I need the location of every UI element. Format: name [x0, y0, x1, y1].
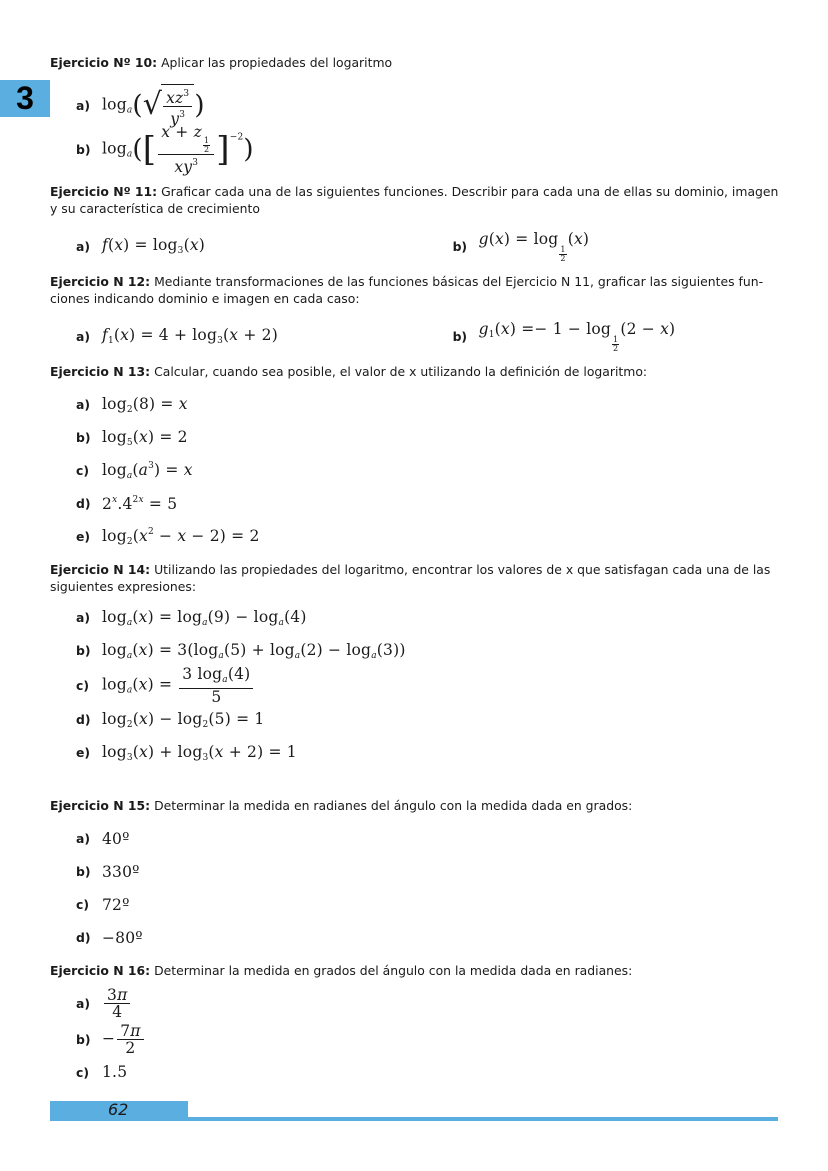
exercise-13-item-c: c) $\log_a(a^3) = x$ — [76, 460, 193, 481]
math-expression: $f_1(x) = 4 + \log_3(x + 2)$ — [102, 326, 278, 346]
exercise-13-item-a: a) $\log_2(8) = x$ — [76, 394, 188, 415]
page-content — [50, 54, 780, 1087]
exercise-11-item-b: b) g(x) = log $\frac{1}{2}$ (x) — [452, 229, 590, 263]
math-expression: $2^x.4^{2x} = 5$ — [102, 494, 178, 513]
math-expression: − $\frac{7\pi}{2}$ — [102, 1023, 146, 1056]
math-expression: g(x) = log $\frac{1}{2}$ (x) — [478, 229, 590, 263]
math-expression: $\log_3(x) + \log_3(x + 2) = 1$ — [102, 742, 297, 763]
math-expression: 1.5 — [102, 1063, 128, 1081]
exercise-11-item-a: a) $f(x) = \log_3(x)$ — [76, 236, 206, 256]
exercise-14-item-b: b) $\log_a(x) = 3(\log_a(5) + \log_a(2) - \log_a(3))$ — [76, 640, 406, 661]
footer-rule — [188, 1117, 778, 1121]
exercise-15-item-d: d) −80º — [76, 928, 143, 947]
math-expression: $\log_a$( √ $\frac{xz^3}{y^3}$ ) — [102, 84, 205, 127]
exercise-13-item-e: e) $\log_2(x^2 - x - 2) = 2$ — [76, 526, 260, 547]
math-expression: $\log_5(x) = 2$ — [102, 427, 188, 448]
math-expression: $\log_2(x) - \log_2(5) = 1$ — [102, 709, 265, 730]
exercise-10-heading: Ejercicio Nº 10: Aplicar las propiedades del logaritmo — [50, 55, 393, 70]
exercise-12-heading: Ejercicio N 12: Mediante transformaciones de las funciones básicas del Ejercicio N 11, graficar las siguientes fun-ciones indicando dominio e imagen en cada caso: — [50, 274, 764, 306]
math-expression: $f(x) = \log_3(x)$ — [102, 236, 206, 256]
exercise-13-item-b: b) $\log_5(x) = 2$ — [76, 427, 188, 448]
math-expression: −80º — [102, 928, 143, 947]
exercise-14-item-a: a) $\log_a(x) = \log_a(9) - \log_a(4)$ — [76, 607, 307, 628]
exercise-15-heading: Ejercicio N 15: Determinar la medida en radianes del ángulo con la medida dada en grados: — [50, 798, 633, 813]
math-expression: $g_1(x) =- 1 - \log$ $\frac{1}{2}$ (2 − x) — [478, 319, 676, 353]
exercise-16-item-c: c) 1.5 — [76, 1063, 128, 1081]
page-number: 62 — [108, 1100, 129, 1119]
exercise-12-item-a: a) $f_1(x) = 4 + \log_3(x + 2)$ — [76, 326, 278, 346]
exercise-10-item-b: b) $\log_a$([ x + z $\frac{1}{2}$ $xy^3$ ]$^{-2}$) — [76, 122, 254, 176]
math-expression: $\frac{3\pi}{4}$ — [102, 987, 132, 1020]
exercise-16-heading: Ejercicio N 16: Determinar la medida en grados del ángulo con la medida dada en radianes: — [50, 963, 633, 978]
math-expression: 330º — [102, 862, 140, 881]
exercise-14-heading: Ejercicio N 14: Utilizando las propiedades del logaritmo, encontrar los valores de x que satisfagan cada una de las siguientes expresiones: — [50, 562, 771, 594]
math-expression: $\log_a(x) = \log_a(9) - \log_a(4)$ — [102, 607, 307, 628]
math-expression: $\log_a(x) = 3(\log_a(5) + \log_a(2) - \log_a(3))$ — [102, 640, 406, 661]
exercise-15-item-a: a) 40º — [76, 829, 130, 848]
exercise-13-heading: Ejercicio N 13: Calcular, cuando sea posible, el valor de x utilizando la definición de logaritmo: — [50, 364, 648, 379]
exercise-16-item-a: a) $\frac{3\pi}{4}$ — [50, 985, 780, 1021]
exercise-16-item-b: b) − $\frac{7\pi}{2}$ — [50, 1021, 780, 1057]
exercise-10-item-a: a) $\log_a$( √ $\frac{xz^3}{y^3}$ ) — [50, 85, 780, 125]
math-expression: $\log_a(a^3) = x$ — [102, 460, 193, 481]
math-expression: 72º — [102, 895, 130, 914]
chapter-number-tab: 3 — [0, 80, 50, 117]
exercise-14-item-c: c) $\log_a(x)$ = $\frac{3 \log_a(4)}{5}$ — [50, 667, 780, 703]
exercise-15-item-b: b) 330º — [76, 862, 140, 881]
exercise-11-heading: Ejercicio Nº 11: Graficar cada una de las siguientes funciones. Describir para cada una de ellas su dominio, imagen y su característica de crecimiento — [50, 184, 779, 216]
exercise-12-item-b: b) $g_1(x) =- 1 - \log$ $\frac{1}{2}$ (2 − x) — [452, 319, 676, 353]
math-expression: $\log_2(x^2 - x - 2) = 2$ — [102, 526, 260, 547]
exercise-13-item-d: d) $2^x.4^{2x} = 5$ — [76, 494, 178, 513]
exercise-14-item-e: e) $\log_3(x) + \log_3(x + 2) = 1$ — [76, 742, 297, 763]
exercise-15-item-c: c) 72º — [76, 895, 130, 914]
math-expression: $\log_2(8) = x$ — [102, 394, 188, 415]
math-expression: $\log_a(x)$ = $\frac{3 \log_a(4)}{5}$ — [102, 666, 255, 705]
math-expression: $\log_a$([ x + z $\frac{1}{2}$ $xy^3$ ]$^{-2}$) — [102, 122, 254, 176]
exercise-14-item-d: d) $\log_2(x) - \log_2(5) = 1$ — [76, 709, 265, 730]
math-expression: 40º — [102, 829, 130, 848]
